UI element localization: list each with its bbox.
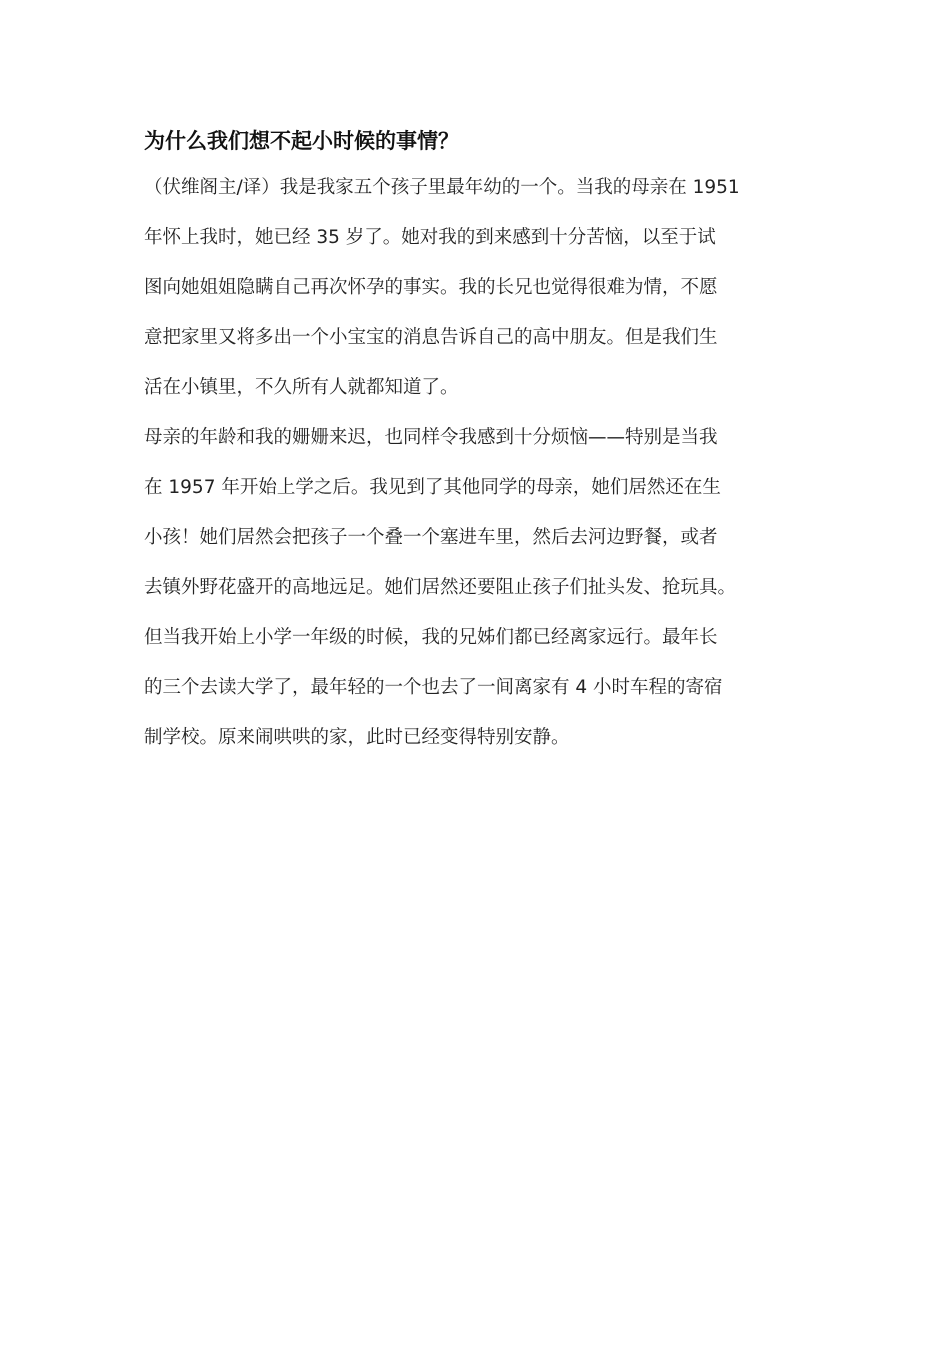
paragraph-line: 去镇外野花盛开的高地远足。她们居然还要阻止孩子们扯头发、抢玩具。 (144, 577, 737, 598)
paragraph-line: 小孩！她们居然会把孩子一个叠一个塞进车里，然后去河边野餐，或者 (144, 527, 718, 548)
paragraph-1 (144, 163, 808, 413)
paragraph-line: 制学校。原来闹哄哄的家，此时已经变得特别安静。 (144, 727, 570, 748)
paragraph-line: 年怀上我时，她已经 35 岁了。她对我的到来感到十分苦恼，以至于试 (144, 227, 716, 248)
paragraph-line: 的三个去读大学了，最年轻的一个也去了一间离家有 4 小时车程的寄宿 (144, 677, 723, 698)
paragraph-line: 意把家里又将多出一个小宝宝的消息告诉自己的高中朋友。但是我们生 (144, 327, 718, 348)
paragraph-line: （伏维阁主/译）我是我家五个孩子里最年幼的一个。当我的母亲在 1951 (144, 177, 740, 198)
paragraph-line: 但当我开始上小学一年级的时候，我的兄姊们都已经离家远行。最年长 (144, 627, 718, 648)
paragraph-line: 在 1957 年开始上学之后。我见到了其他同学的母亲，她们居然还在生 (144, 477, 721, 498)
paragraph-2 (144, 413, 808, 763)
paragraph-line: 图向她姐姐隐瞒自己再次怀孕的事实。我的长兄也觉得很难为情，不愿 (144, 277, 718, 298)
article-title: 为什么我们想不起小时候的事情？ (144, 129, 459, 153)
article (144, 124, 808, 763)
paragraph-line: 母亲的年龄和我的姗姗来迟，也同样令我感到十分烦恼——特别是当我 (144, 427, 718, 448)
paragraph-line: 活在小镇里，不久所有人就都知道了。 (144, 377, 459, 398)
